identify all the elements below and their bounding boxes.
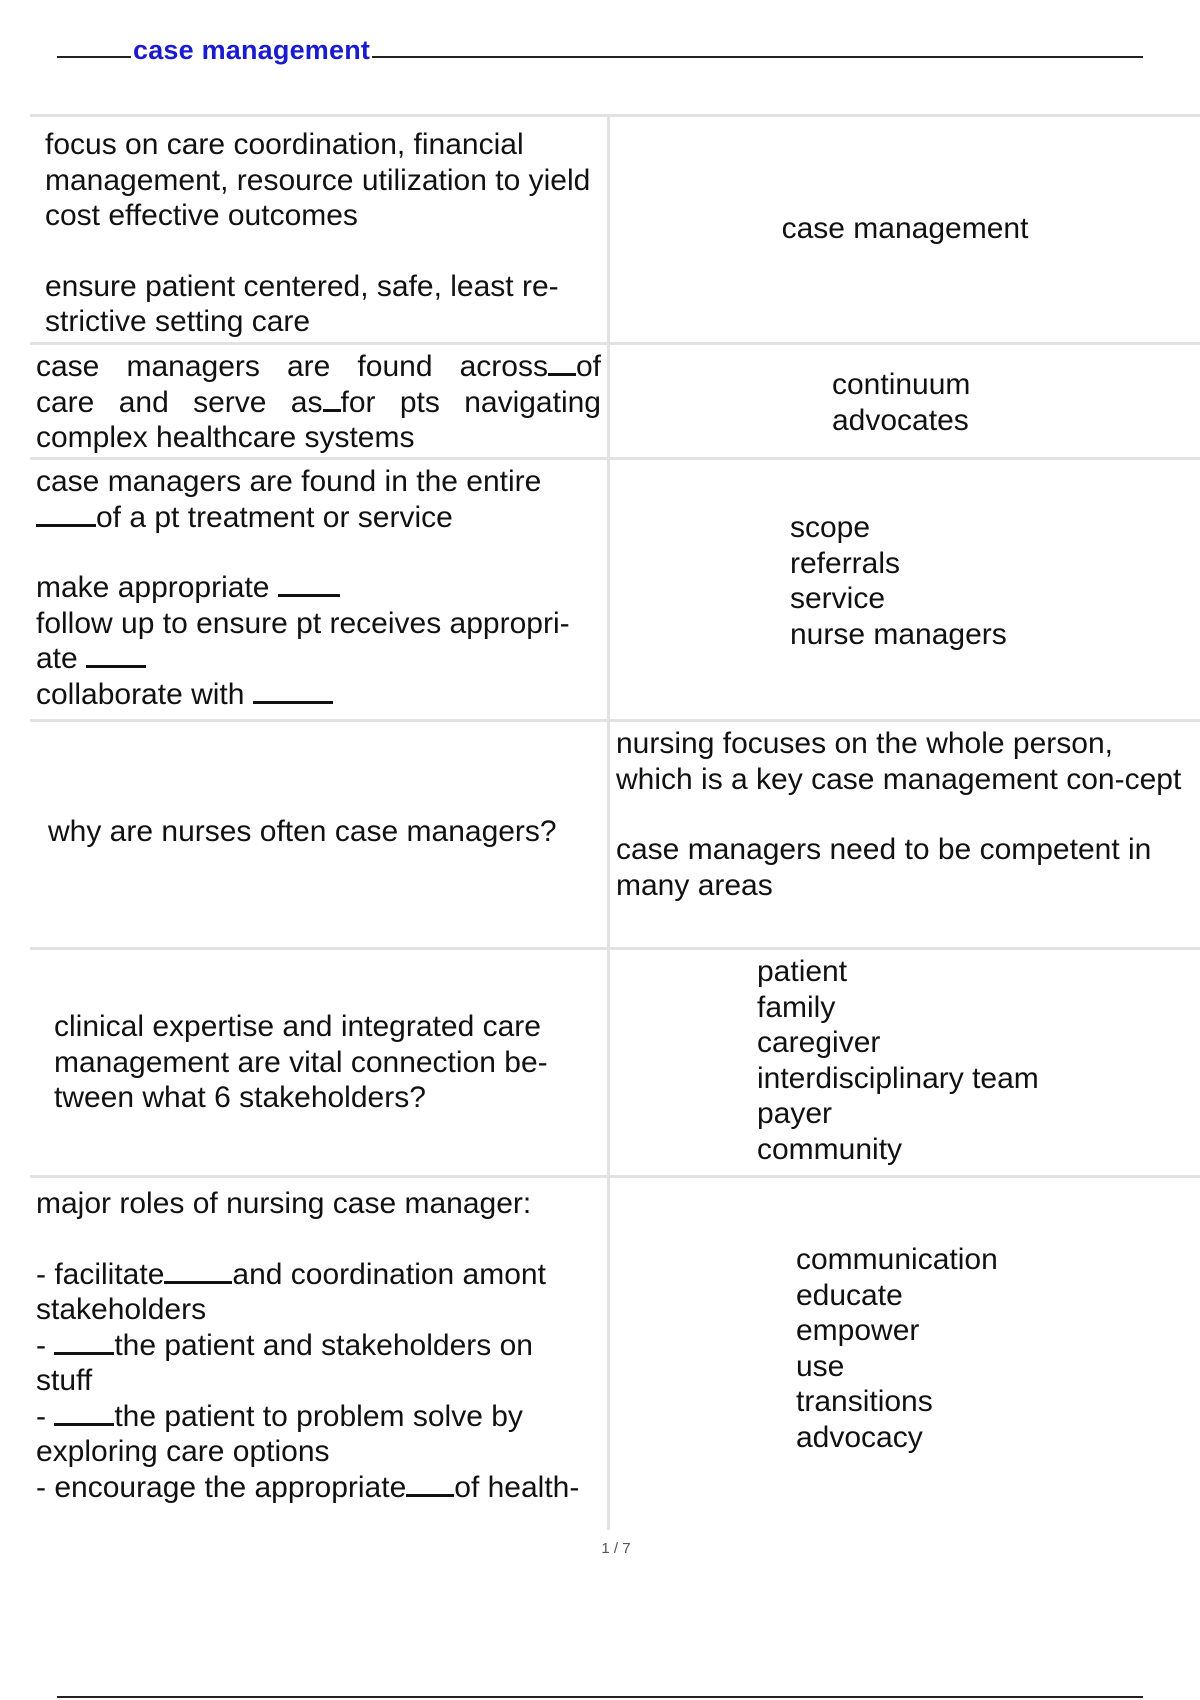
card-front-line: complex healthcare systems bbox=[36, 421, 415, 454]
card-back-line: communication bbox=[796, 1243, 998, 1276]
card-front-text: clinical expertise and integrated care management are vital connection be-tween what 6 stakeholders? bbox=[54, 1010, 548, 1115]
card-back-line: transitions bbox=[796, 1385, 933, 1418]
card-back bbox=[610, 117, 1200, 342]
card-front-line: - encourage the appropriate of health- bbox=[36, 1470, 580, 1504]
card-back-line: scope bbox=[790, 511, 871, 544]
card-back-line: advocates bbox=[832, 403, 969, 437]
card-front bbox=[30, 117, 610, 342]
card-front-line: - the patient and stakeholders on bbox=[36, 1328, 533, 1362]
card-back-line: advocacy bbox=[796, 1420, 923, 1454]
card-back-line: community bbox=[757, 1132, 903, 1166]
card-front-line: stakeholders bbox=[36, 1293, 207, 1326]
card-back bbox=[610, 460, 1200, 719]
card-back bbox=[610, 722, 1200, 947]
card-back-line: case management bbox=[781, 211, 1029, 245]
card-back bbox=[610, 950, 1200, 1175]
card-back-line: service bbox=[790, 582, 886, 615]
flashcard-row bbox=[30, 722, 1200, 950]
flashcard-row bbox=[30, 345, 1200, 460]
card-front-line: care and serve as for pts navigating bbox=[36, 385, 601, 419]
card-front-line: exploring care options bbox=[36, 1435, 330, 1468]
flashcard-row bbox=[30, 460, 1200, 722]
card-front-line: make appropriate bbox=[36, 570, 601, 606]
card-front-line: major roles of nursing case manager: bbox=[36, 1187, 532, 1220]
card-back-line: referrals bbox=[790, 546, 901, 580]
card-back-text: nursing focuses on the whole person, which is a key case management con-cept bbox=[616, 727, 1182, 796]
card-front-line: of a pt treatment or service bbox=[36, 500, 601, 536]
card-back bbox=[610, 345, 1200, 457]
card-front-line: follow up to ensure pt receives appropri- bbox=[36, 606, 570, 640]
card-front bbox=[30, 950, 610, 1175]
card-back bbox=[610, 1178, 1200, 1530]
card-front-text: why are nurses often case managers? bbox=[48, 814, 557, 848]
footer-rule bbox=[57, 1696, 1143, 1698]
card-back-text: case managers need to be competent in many areas bbox=[616, 833, 1152, 902]
card-front-line: - the patient to problem solve by bbox=[36, 1399, 523, 1433]
flashcard-row bbox=[30, 117, 1200, 345]
card-front-text: focus on care coordination, financial management, resource utilization to yield cost effective outcomes bbox=[45, 128, 591, 232]
card-back-line: use bbox=[796, 1349, 845, 1383]
card-front-text: ensure patient centered, safe, least re-strictive setting care bbox=[45, 269, 559, 338]
card-front bbox=[30, 460, 610, 719]
card-back-line: patient bbox=[757, 955, 848, 988]
page-number: 1 / 7 bbox=[601, 1540, 631, 1557]
card-back-line: interdisciplinary team bbox=[757, 1061, 1039, 1095]
card-back-line: empower bbox=[796, 1314, 920, 1347]
card-front-line: collaborate with bbox=[36, 677, 601, 713]
flashcard-table bbox=[30, 114, 1200, 1530]
card-front-line: case managers are found in the entire bbox=[36, 465, 542, 498]
card-front bbox=[30, 1178, 610, 1530]
card-back-line: family bbox=[757, 990, 836, 1024]
card-back-line: payer bbox=[757, 1097, 833, 1130]
card-front-line: - facilitate and coordination amont bbox=[36, 1257, 546, 1291]
card-back-line: educate bbox=[796, 1278, 903, 1312]
card-front-line: case managers are found across of bbox=[36, 350, 601, 383]
card-back-line: continuum bbox=[832, 368, 971, 401]
card-front bbox=[30, 345, 610, 457]
document-title: case management bbox=[133, 35, 371, 65]
card-front-line: stuff bbox=[36, 1364, 93, 1397]
flashcard-row bbox=[30, 1178, 1200, 1530]
flashcard-row bbox=[30, 950, 1200, 1178]
card-front bbox=[30, 722, 610, 947]
card-front-line: ate bbox=[36, 641, 601, 677]
card-back-line: caregiver bbox=[757, 1026, 881, 1059]
card-back-line: nurse managers bbox=[790, 617, 1007, 651]
